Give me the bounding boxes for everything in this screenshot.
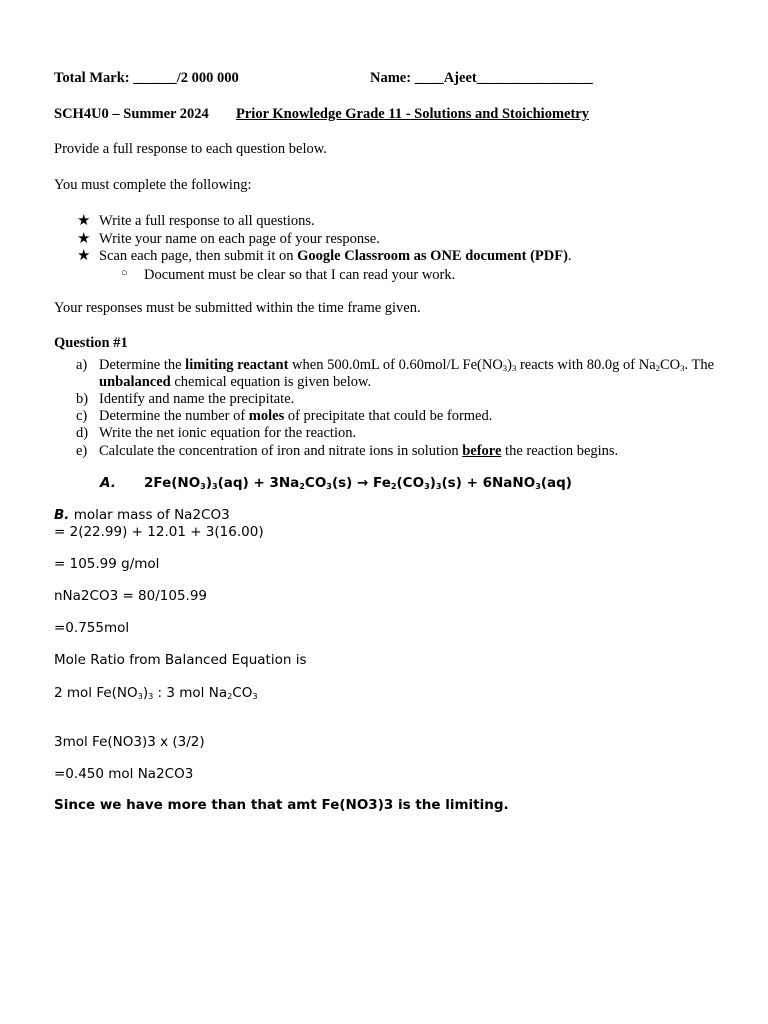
subscript: 2 <box>227 691 233 702</box>
equation-part: ) <box>429 475 436 491</box>
star-icon: ★ <box>77 231 91 247</box>
equation-part: CO <box>304 475 327 491</box>
equation-part: (s) → Fe <box>331 475 391 491</box>
equation-part: 2Fe(NO <box>144 475 201 491</box>
subscript: 3 <box>137 691 143 702</box>
part-a-text: chemical equation is given below. <box>170 374 372 390</box>
circle-icon: ○ <box>121 267 128 279</box>
equation-part: (aq) + 3Na <box>217 475 300 491</box>
name-label: Name: <box>370 70 412 86</box>
star-icon: ★ <box>77 248 91 264</box>
question-heading: Question #1 <box>54 335 128 351</box>
requirement-text: Scan each page, then submit it on <box>99 248 298 264</box>
total-mark-label: Total Mark: <box>54 70 130 86</box>
subscript: 3 <box>252 691 258 702</box>
molar-mass-calc: = 2(22.99) + 12.01 + 3(16.00) <box>54 524 264 540</box>
part-d: Write the net ionic equation for the reaction. <box>99 425 357 441</box>
answer-b-label: B. <box>54 507 70 523</box>
total-mark-value: ______/2 000 000 <box>133 70 239 86</box>
requirement-emphasis: Google Classroom as ONE document (PDF) <box>297 248 568 264</box>
part-e-text: the reaction begins. <box>501 443 619 459</box>
subscript: 3 <box>326 481 332 492</box>
ratio-part: 2 mol Fe(NO <box>54 685 138 701</box>
moles-result: =0.755mol <box>54 620 130 636</box>
mole-ratio-intro: Mole Ratio from Balanced Equation is <box>54 652 307 668</box>
ratio-part: : 3 mol Na <box>153 685 228 701</box>
subscript: 3 <box>424 481 430 492</box>
equation-part: (CO <box>396 475 425 491</box>
part-c <box>99 408 492 425</box>
ratio-calc: 3mol Fe(NO3)3 x (3/2) <box>54 734 205 750</box>
conclusion: Since we have more than that amt Fe(NO3)3 is the limiting. <box>54 797 509 813</box>
subscript: 3 <box>148 691 154 702</box>
part-a-text: when 500.0mL of 0.60mol/L Fe(NO <box>288 357 503 373</box>
answer-a-label: A. <box>100 475 116 491</box>
part-label: c) <box>76 408 88 424</box>
part-label: e) <box>76 443 88 459</box>
part-a-text: CO <box>660 357 681 373</box>
requirement-item <box>99 248 572 265</box>
answer-b-title: molar mass of Na2CO3 <box>69 507 230 523</box>
part-a-text: ) <box>507 357 512 373</box>
part-a-text: . The <box>684 357 715 373</box>
subscript: 2 <box>390 481 397 492</box>
part-e-emphasis: before <box>462 443 502 459</box>
name-value: ____Ajeet________________ <box>414 70 593 86</box>
student-name <box>370 70 593 87</box>
course-code: SCH4U0 – Summer 2024 <box>54 106 209 122</box>
requirement-subitem: Document must be clear so that I can read your work. <box>144 267 456 283</box>
subscript: 3 <box>435 481 442 492</box>
intro-line-2: You must complete the following: <box>54 177 252 193</box>
part-a-text: reacts with 80.0g of Na <box>516 357 656 373</box>
part-a-text: Determine the <box>99 357 186 373</box>
part-a-emphasis: limiting reactant <box>185 357 289 373</box>
part-label: b) <box>76 391 89 407</box>
part-c-text: of precipitate that could be formed. <box>284 408 493 424</box>
total-mark <box>54 70 239 87</box>
subscript: 3 <box>502 363 508 374</box>
subscript: 3 <box>680 363 685 374</box>
requirement-text-end: . <box>567 248 572 264</box>
subscript: 3 <box>200 481 206 492</box>
part-a-line-2 <box>99 374 371 391</box>
part-e <box>99 443 618 460</box>
part-c-text: Determine the number of <box>99 408 249 424</box>
subscript: 2 <box>655 363 660 374</box>
molar-mass-result: = 105.99 g/mol <box>54 556 160 572</box>
mole-ratio <box>54 685 257 701</box>
answer-b-heading <box>54 507 230 523</box>
equation-part: (aq) <box>540 475 572 491</box>
subscript: 3 <box>535 481 541 492</box>
requirement-item: Write your name on each page of your response. <box>99 231 380 247</box>
part-label: d) <box>76 425 89 441</box>
part-a-line-1 <box>99 357 714 374</box>
part-b: Identify and name the precipitate. <box>99 391 295 407</box>
part-label: a) <box>76 357 88 373</box>
part-e-text: Calculate the concentration of iron and nitrate ions in solution <box>99 443 463 459</box>
subscript: 2 <box>299 481 305 492</box>
deadline-note: Your responses must be submitted within the time frame given. <box>54 300 421 316</box>
balanced-equation <box>144 475 572 491</box>
requirement-item: Write a full response to all questions. <box>99 213 315 229</box>
equation-part: (s) + 6NaNO <box>441 475 536 491</box>
subscript: 3 <box>211 481 218 492</box>
subscript: 3 <box>511 363 517 374</box>
equation-part: ) <box>205 475 212 491</box>
intro-line-1: Provide a full response to each question below. <box>54 141 327 157</box>
moles-calc: nNa2CO3 = 80/105.99 <box>54 588 208 604</box>
ratio-part: ) <box>142 685 149 701</box>
part-c-emphasis: moles <box>248 408 285 424</box>
ratio-part: CO <box>232 685 253 701</box>
ratio-calc-result: =0.450 mol Na2CO3 <box>54 766 194 782</box>
part-a-emphasis: unbalanced <box>99 374 171 390</box>
page-title: Prior Knowledge Grade 11 - Solutions and Stoichiometry <box>236 106 589 122</box>
star-icon: ★ <box>77 213 91 229</box>
